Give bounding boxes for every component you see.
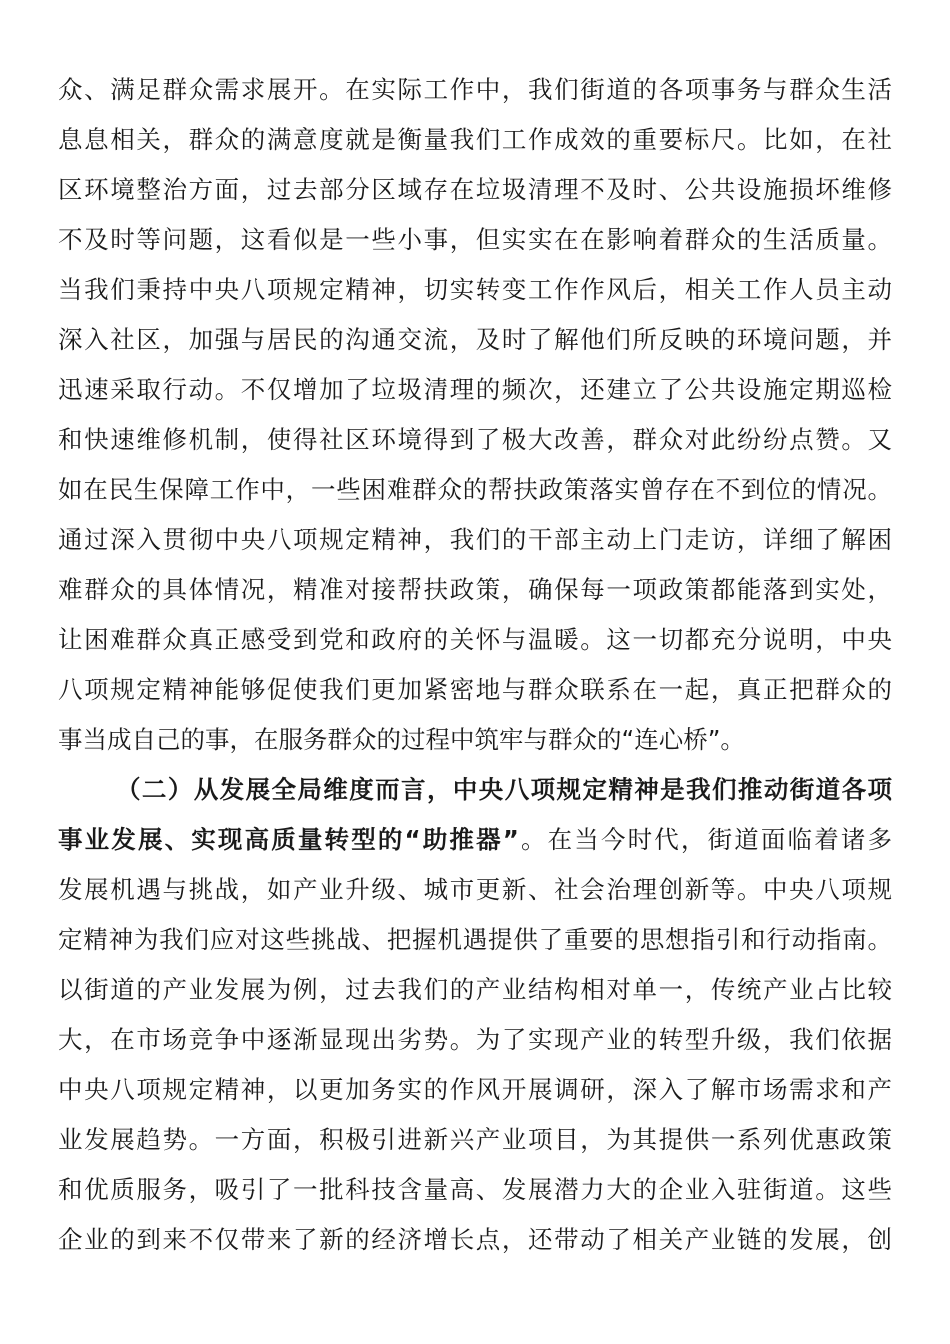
text-line: 和优质服务，吸引了一批科技含量高、发展潜力大的企业入驻街道。这些 — [58, 1175, 892, 1204]
section-heading-rest: 。在当今时代，街道面临着诸多 — [518, 825, 892, 854]
text-line: 定精神为我们应对这些挑战、把握机遇提供了重要的思想指引和行动指南。 — [58, 925, 892, 954]
text-line: 深入社区，加强与居民的沟通交流，及时了解他们所反映的环境问题，并 — [58, 325, 892, 354]
text-line: 企业的到来不仅带来了新的经济增长点，还带动了相关产业链的发展，创 — [58, 1225, 892, 1254]
section-heading-bold: 事业发展、实现高质量转型的“助推器” — [58, 825, 519, 854]
text-line: 事当成自己的事，在服务群众的过程中筑牢与群众的“连心桥”。 — [58, 725, 745, 754]
text-line: 让困难群众真正感受到党和政府的关怀与温暖。这一切都充分说明，中央 — [58, 625, 892, 654]
text-line: 通过深入贯彻中央八项规定精神，我们的干部主动上门走访，详细了解困 — [58, 525, 892, 554]
text-line: 业发展趋势。一方面，积极引进新兴产业项目，为其提供一系列优惠政策 — [58, 1125, 892, 1154]
text-line: 以街道的产业发展为例，过去我们的产业结构相对单一，传统产业占比较 — [58, 975, 892, 1004]
text-line: 难群众的具体情况，精准对接帮扶政策，确保每一项政策都能落到实处， — [58, 575, 892, 604]
text-line: 如在民生保障工作中，一些困难群众的帮扶政策落实曾存在不到位的情况。 — [58, 475, 892, 504]
section-heading: （二）从发展全局维度而言，中央八项规定精神是我们推动街道各项 — [116, 775, 892, 804]
text-line: 发展机遇与挑战，如产业升级、城市更新、社会治理创新等。中央八项规 — [58, 875, 892, 904]
text-line: 八项规定精神能够促使我们更加紧密地与群众联系在一起，真正把群众的 — [58, 675, 892, 704]
text-line: 区环境整治方面，过去部分区域存在垃圾清理不及时、公共设施损坏维修 — [58, 175, 892, 204]
text-line: 和快速维修机制，使得社区环境得到了极大改善，群众对此纷纷点赞。又 — [58, 425, 892, 454]
text-line: 迅速采取行动。不仅增加了垃圾清理的频次，还建立了公共设施定期巡检 — [58, 375, 892, 404]
text-line: 当我们秉持中央八项规定精神，切实转变工作作风后，相关工作人员主动 — [58, 275, 892, 304]
text-line: 大，在市场竞争中逐渐显现出劣势。为了实现产业的转型升级，我们依据 — [58, 1025, 892, 1054]
text-line: 中央八项规定精神，以更加务实的作风开展调研，深入了解市场需求和产 — [58, 1075, 892, 1104]
text-line: 息息相关，群众的满意度就是衡量我们工作成效的重要标尺。比如，在社 — [58, 125, 892, 154]
text-line: 众、满足群众需求展开。在实际工作中，我们街道的各项事务与群众生活 — [58, 75, 892, 104]
text-line: 不及时等问题，这看似是一些小事，但实实在在影响着群众的生活质量。 — [58, 225, 892, 254]
section-heading-continuation — [58, 815, 892, 865]
document-page — [58, 65, 892, 1265]
